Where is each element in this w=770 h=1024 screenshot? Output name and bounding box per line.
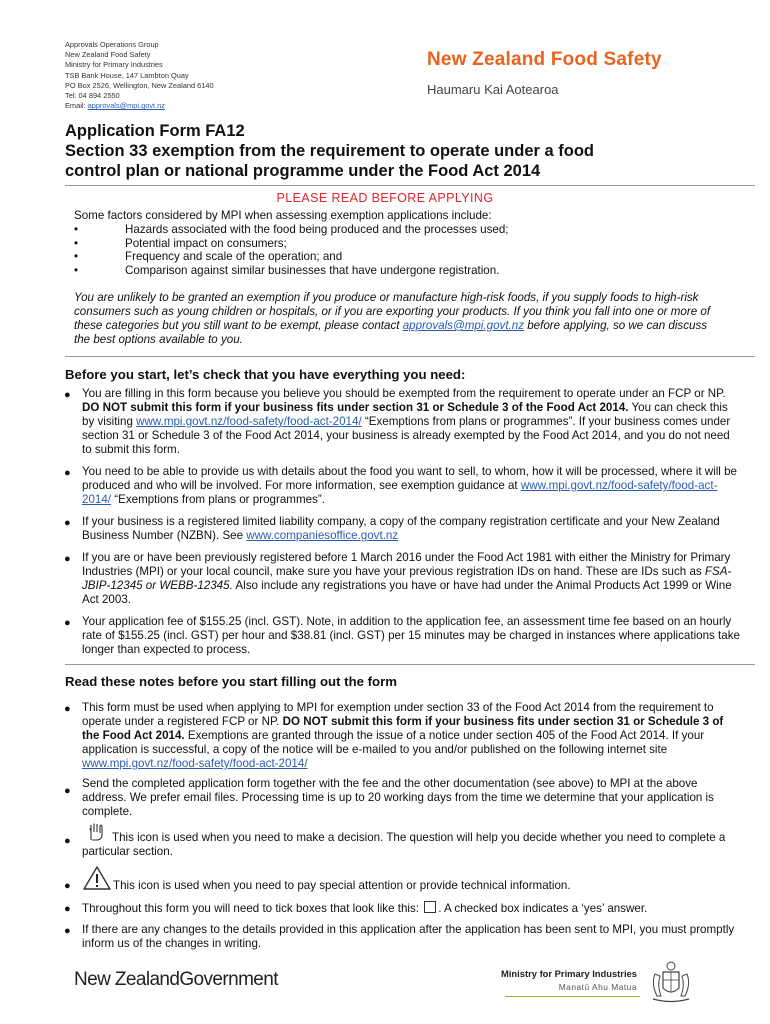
bullet: ● [64,925,71,937]
text: Throughout this form you will need to tick boxes that look like this: [82,902,423,915]
please-read-heading: PLEASE READ BEFORE APPLYING [276,191,494,205]
mpi-maori-name: Manatū Ahu Matua [558,982,637,992]
text: You are filling in this form because you believe you should be exempted from the requirement to operate under an FCP or NP. [82,387,726,400]
form-number: Application Form FA12 [65,122,245,140]
text: If you are or have been previously registered before 1 March 2016 under the Food Act 1981 with either the Ministry for Primary Industries (MPI) or your local council, make sure you have your previous registration IDs on hand. These are IDs such as [82,551,731,578]
food-act-link[interactable]: www.mpi.govt.nz/food-safety/food-act-2014/ [136,415,362,428]
checklist-item: Your application fee of $155.25 (incl. GST). Note, in addition to the application fee, an assessment time fee based on an hourly rate of $155.25 (incl. GST) per hour and $38.81 (incl. GST) per 15 minutes may be charged in instances where applications take longer than expected to process. [82,615,740,656]
bullet: ● [64,835,71,847]
note-item: Send the completed application form together with the fee and the other documentation (see above) to MPI at the above address. We prefer email files. Processing time is up to 20 working days from the time we determine that your application is complete. [82,777,714,818]
page-title [65,121,755,181]
coat-of-arms-icon [645,960,697,1005]
list-item-text: Hazards associated with the food being produced and the processes used; [125,223,509,236]
bullet: • [74,223,79,236]
address-line: Approvals Operations Group [65,40,159,49]
address-line: Tel: 04 894 2550 [65,91,120,101]
warning-icon [82,865,112,891]
note-item: If there are any changes to the details provided in this application after the application has been sent to MPI, you must promptly inform us of the changes in writing. [82,923,735,950]
contact-email-link[interactable]: approvals@mpi.govt.nz [87,101,165,111]
mpi-name: Ministry for Primary Industries [501,968,637,979]
divider [65,185,755,186]
bold-text: DO NOT submit this form if your business fits under section 31 or Schedule 3 of the Food Act 2014. [82,401,629,414]
address-email-line [65,101,214,111]
logo-text: Government [179,969,278,990]
address-line: New Zealand Food Safety [65,50,151,60]
high-risk-warning [74,291,724,347]
note-item [82,901,742,916]
bullet: ● [64,517,71,529]
bullet: ● [64,467,71,479]
companies-office-link[interactable]: www.companiesoffice.govt.nz [246,529,399,542]
checklist-item [82,387,742,457]
bullet: ● [64,785,71,797]
text: “Exemptions from plans or programmes”. If your business comes under section 31 or Schedule 3 of the Food Act 2014, your business is already exempted by the Food Act 2014, and you do not need to submit this form. [82,415,731,456]
bold-text: DO NOT submit this form if your business fits under section 31 or Schedule 3 of the Food Act 2014. [82,715,724,742]
warning-tail: before applying, so we can discuss the best options available to you. [74,319,708,346]
factors-intro: Some factors considered by MPI when assessing exemption applications include: [74,209,492,222]
text: You need to be able to provide us with details about the food you want to sell, to whom, how it will be processed, where it will be produced and who will be involved. For more information, see exemption guidance at [82,465,738,492]
approvals-email-link[interactable]: approvals@mpi.govt.nz [402,319,525,332]
checklist-item [82,465,742,507]
list-item-text: Comparison against similar businesses that have undergone registration. [125,264,500,277]
checklist-heading: Before you start, let’s check that you have everything you need: [65,367,466,382]
logo-text: New Zealand [74,969,180,990]
note-item: This icon is used when you need to make a decision. The question will help you decide whether you need to complete a particular section. [82,831,726,858]
bullet: ● [64,880,71,892]
text: If your business is a registered limited liability company, a copy of the company registration certificate and your New Zealand Business Number (NZBN). See [82,515,720,542]
bullet: • [74,250,79,263]
title-line: control plan or national programme under the Food Act 2014 [65,162,541,180]
checkbox-example-icon [424,901,436,913]
contact-address [65,40,214,111]
divider [65,664,755,665]
bullet: ● [64,703,71,715]
divider [65,356,755,357]
warning-text: You are unlikely to be granted an exemption if you produce or manufacture high-risk foods, if you supply foods to high-risk consumers such as young children or hospitals, or if you are exporting your products. If you think you fall into one or more of these categories but you still want to be exempt, please contact [74,291,711,332]
text: Also include any registrations you have or have had under the Animal Products Act 1999 or Wine Act 2003. [82,579,732,606]
address-line: PO Box 2526, Wellington, New Zealand 6140 [65,80,214,90]
text: Exemptions are granted through the issue of a notice under section 405 of the Food Act 2014. If your application is successful, a copy of the notice will be e-mailed to you and/or published on the following internet site [82,729,705,756]
brand-subtitle: Haumaru Kai Aotearoa [427,82,559,97]
mpi-underline [505,996,640,997]
address-line: TSB Bank House, 147 Lambton Quay [65,70,189,80]
text: . A checked box indicates a ‘yes’ answer. [438,902,648,915]
bullet: • [74,237,79,250]
bullet: • [74,264,79,277]
list-item-text: Frequency and scale of the operation; and [125,250,343,263]
italic-text: FSA-JBIP-12345 or WEBB-12345. [82,565,732,592]
bullet: ● [64,389,71,401]
text: This form must be used when applying to MPI for exemption under section 33 of the Food Act 2014 from the requirement to operate under a registered FCP or NP. [82,701,714,728]
food-act-link[interactable]: www.mpi.govt.nz/food-safety/food-act-2014/ [82,757,308,770]
note-item [82,701,742,771]
checklist-item [82,551,742,607]
email-label: Email: [65,101,88,111]
notes-heading: Read these notes before you start filling out the form [65,674,397,689]
bullet: ● [64,903,71,915]
bullet: ● [64,553,71,565]
list-item-text: Potential impact on consumers; [125,237,287,250]
bullet: ● [64,617,71,629]
checklist-item [82,515,742,543]
brand-title: New Zealand Food Safety [427,49,662,70]
address-line: Ministry for Primary Industries [65,60,163,70]
note-item: This icon is used when you need to pay special attention or provide technical information. [113,879,571,892]
title-line: Section 33 exemption from the requirement to operate under a food [65,142,594,160]
text: You can check this by visiting [82,401,728,428]
text: “Exemptions from plans or programmes”. [111,493,325,506]
nz-government-logo [74,969,278,991]
food-act-link[interactable]: www.mpi.govt.nz/food-safety/food-act-2014/ [82,479,718,506]
